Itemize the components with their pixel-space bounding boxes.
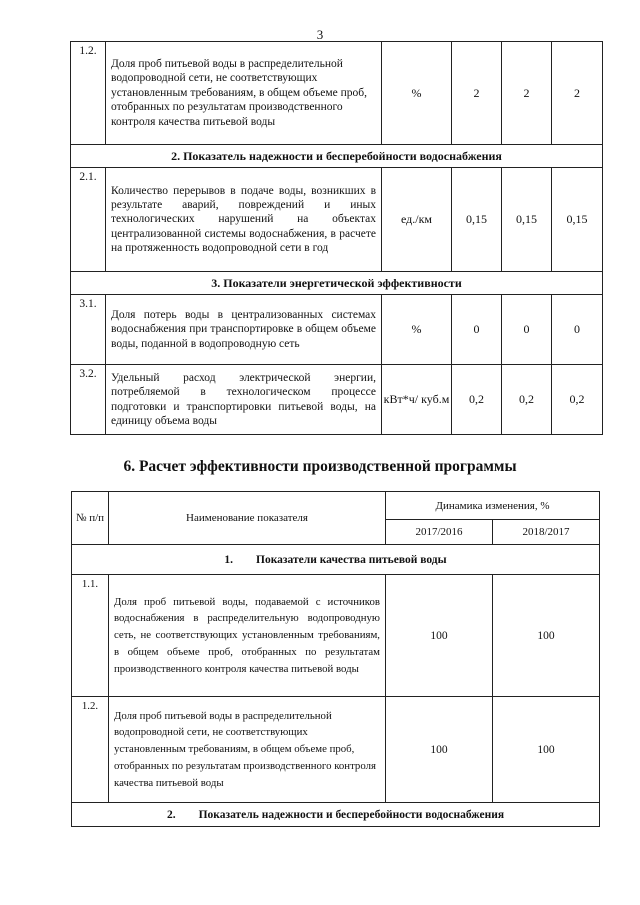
section-header-row [71, 272, 603, 295]
column-header-number: № п/п [72, 492, 109, 545]
value-cell: 2 [552, 42, 603, 145]
value-cell: 2 [502, 42, 552, 145]
section-header: 3. Показатели энергетической эффективности [71, 272, 603, 295]
indicator-name: Удельный расход электрической энергии, потребляемой в технологическом процессе подготовки и транспортировки питьевой воды, на единицу объема воды [106, 365, 382, 435]
value-cell: 100 [386, 575, 493, 697]
indicator-name: Доля проб питьевой воды, подаваемой с источников водоснабжения в распределительную водопроводную сеть, не соответствующих установленным требованиям, в общем объеме проб, отобранных по результатам производственного контроля качества питьевой воды [109, 575, 386, 697]
value-cell: 0,15 [552, 168, 603, 272]
row-number: 3.2. [71, 365, 106, 435]
table-row [71, 42, 603, 145]
unit-cell: % [382, 42, 452, 145]
indicator-name: Доля проб питьевой воды в распределительной водопроводной сети, не соответствующих установленным требованиям, в общем объеме проб, отобранных по результатам производственного контроля качества питьевой воды [109, 697, 386, 803]
column-header-name: Наименование показателя [109, 492, 386, 545]
indicators-table [70, 41, 603, 435]
table-row [71, 365, 603, 435]
table-row [72, 697, 600, 803]
indicator-name: Количество перерывов в подаче воды, возникших в результате аварий, повреждений и иных технологических нарушений на объектах централизованной системы водоснабжения, в расчете на протяженность водопроводной сети в год [106, 168, 382, 272]
value-cell: 100 [386, 697, 493, 803]
table-row [72, 575, 600, 697]
unit-cell: % [382, 295, 452, 365]
indicator-name: Доля потерь воды в централизованных системах водоснабжения при транспортировке в общем объеме воды, поданной в водопроводную сеть [106, 295, 382, 365]
row-number: 3.1. [71, 295, 106, 365]
unit-cell: ед./км [382, 168, 452, 272]
value-cell: 0 [552, 295, 603, 365]
value-cell: 0,15 [502, 168, 552, 272]
table-row [71, 168, 603, 272]
row-number: 2.1. [71, 168, 106, 272]
value-cell: 2 [452, 42, 502, 145]
indicator-name: Доля проб питьевой воды в распределительной водопроводной сети, не соответствующих установленным требованиям, в общем объеме проб, отобранных по результатам производственного контроля качества питьевой воды [106, 42, 382, 145]
section-header: 1. Показатели качества питьевой воды [72, 545, 600, 575]
section-header: 2. Показатель надежности и бесперебойности водоснабжения [72, 803, 600, 827]
section-header: 2. Показатель надежности и бесперебойности водоснабжения [71, 145, 603, 168]
value-cell: 0,2 [452, 365, 502, 435]
header-row [72, 492, 600, 520]
column-header-dynamics: Динамика изменения, % [386, 492, 600, 520]
value-cell: 100 [493, 697, 600, 803]
section-title: 6. Расчет эффективности производственной программы [123, 458, 517, 475]
row-number: 1.1. [72, 575, 109, 697]
value-cell: 0,15 [452, 168, 502, 272]
row-number: 1.2. [72, 697, 109, 803]
value-cell: 0 [452, 295, 502, 365]
value-cell: 0 [502, 295, 552, 365]
column-header-year: 2017/2016 [386, 520, 493, 545]
section-header-row [72, 545, 600, 575]
section-header-row [71, 145, 603, 168]
value-cell: 0,2 [502, 365, 552, 435]
unit-cell: кВт*ч/ куб.м [382, 365, 452, 435]
row-number: 1.2. [71, 42, 106, 145]
table-row [71, 295, 603, 365]
section-header-row [72, 803, 600, 827]
value-cell: 0,2 [552, 365, 603, 435]
page-number: 3 [316, 27, 324, 42]
efficiency-table [71, 491, 600, 827]
column-header-year: 2018/2017 [493, 520, 600, 545]
value-cell: 100 [493, 575, 600, 697]
